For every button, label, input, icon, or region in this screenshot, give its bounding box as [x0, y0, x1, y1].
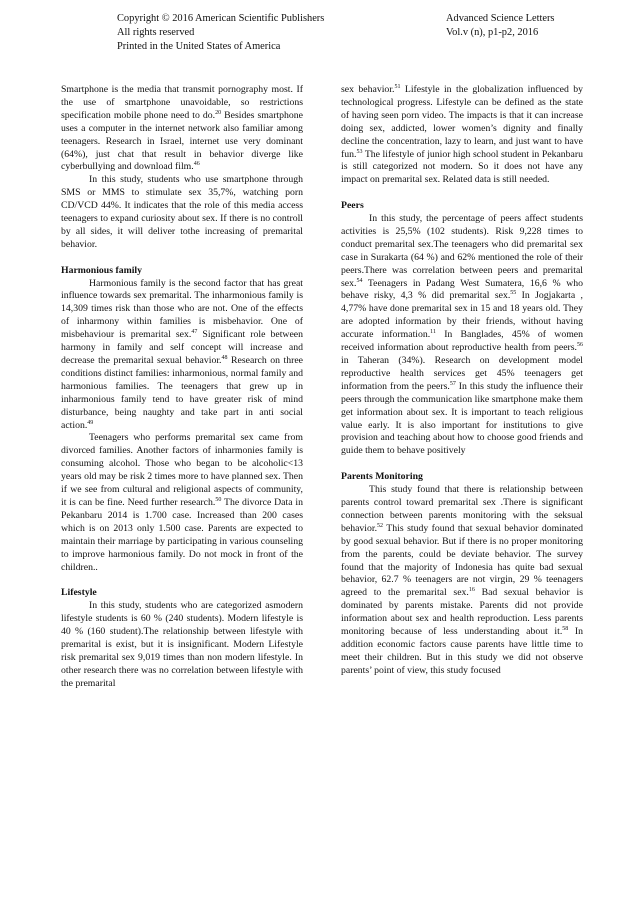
- citation: 51: [394, 84, 401, 90]
- left-column: [61, 84, 303, 691]
- citation: 55: [510, 290, 517, 297]
- citation: 56: [577, 342, 583, 349]
- citation: 47: [191, 329, 198, 336]
- paragraph-lifestyle: In this study, students who are categorized asmodern lifestyle students is 60 % (240 students). Modern lifestyle is 40 % (160 student).The relationship between lifestyle with premarital is exist, but it is insignificant. Modern Lifestyle risk premarital sex 9,019 times than non modern lifestyle. In other research there was no correlation between lifestyle with the premarital: [61, 600, 303, 689]
- section-heading-harmonious-family: Harmonious family: [61, 264, 142, 276]
- citation: 53: [356, 148, 363, 155]
- page-header: [0, 12, 638, 86]
- rights-line: All rights reserved: [117, 27, 195, 38]
- journal-name: Advanced Science Letters: [446, 13, 555, 24]
- citation: 46: [193, 161, 200, 168]
- citation: 58: [562, 626, 569, 633]
- copyright-line: Copyright © 2016 American Scientific Publishers: [117, 13, 325, 24]
- right-column: [341, 84, 583, 678]
- citation: 16: [468, 587, 475, 594]
- citation: 11: [430, 329, 436, 336]
- citation: 50: [215, 496, 222, 503]
- paragraph-divorced-families: Teenagers who performs premarital sex came from divorced families. Another factors of inharmonies family is consuming alcohol. Those who began to be alcoholic<13 years old may be risk 2 times more to have planned sex. Then if we see from cultural and religional aspects of community, it is can be fine. Need further research.$^{50}$ The divorce Data in Pekanbaru 2014 is 1.700 case. Increased than 200 cases which is on 2013 only 1.500 case. Parents are expected to maintain their marriage by participating in various counseling to improve harmonious family. Do not mock in front of the children..: [61, 432, 303, 573]
- paragraph-parents-monitoring: This study found that there is relationship between parents control toward premarital sex .There is significant connection between parents monitoring with the seksual behavior.$^{52}$ This study found that sexual behavior dominated by good sexual behavior. But if there is no proper monitoring from the parents, could be deviate behavior. The survey found that the majority of Indonesia has quite bad sexual behavior, 62.7 % teenagers are not virgin, 29 % teenagers agreed to the premarital sex.$^{16}$ Bad sexual behavior is dominated by parents mistake. Parents did not provide information about sex and health reproduction. Less parents monitoring because of less understanding about it.$^{58}$ In addition economic factors cause parents have little time to meet their children. But in this study we did not observe parents’ point of view, this study focused: [341, 484, 583, 676]
- header-left: [117, 12, 324, 54]
- header-right: [446, 12, 554, 40]
- citation: 54: [356, 277, 363, 284]
- section-heading-parents-monitoring: Parents Monitoring: [341, 471, 423, 483]
- section-heading-lifestyle: Lifestyle: [61, 587, 97, 599]
- citation: 20: [215, 109, 222, 116]
- citation: 49: [87, 419, 94, 426]
- citation: 57: [449, 380, 456, 387]
- paragraph-peers: In this study, the percentage of peers affect students activities is 25,5% (102 students). Risk 9,228 times to conduct premarital sex.The teenagers who did premarital sex case in Surakarta (64 %) and 62% mentioned the role of their peers.There was correlation between peers and premarital sex.$^{54}$ Teenagers in Padang West Sumatera, 16,6 % who behave risky, 4,3 % did premarital sex.$^{55}$ In Jogjakarta , 4,77% have done premarital sex in 15 and 18 years old. They are adopted information by their friends, without having accurate information.$^{11}$ In Banglades, 45% of women received information about reproductive health from peers.$^{56}$ in Taheran (34%). Research on development model reproductive health services get 45% teenagers get information from the peers.$^{57}$ In this study the influence their peers through the communication like smartphone make them get information about sex. It is important to teach religious value early. It is also important for institutions to give provision and teaching about how to choose good friends and guide them to behave positively: [341, 213, 584, 457]
- paragraph-lifestyle-cont: sex behavior.$^{51}$ Lifestyle in the globalization influenced by technological progress. Lifestyle can be defined as the state of having seen porn video. The impacts is that it can increase doing sex, addicted, lower women’s dignity and finally decline the concentration, lazy to learn, and just want to have fun.$^{53}$ The lifestyle of junior high school student in Pekanbaru is still categorized not modern. So it does not have any impact on premarital sex. Related data is still needed.: [341, 84, 583, 186]
- section-heading-peers: Peers: [341, 200, 364, 212]
- paragraph-harmonious-family: Harmonious family is the second factor that has great influence towards sex premarital. The inharmonious family is 14,309 times risk than those who are not. One of the effects of inharmony within families is misbehavior. One of misbehaviour is premarital sex.$^{47}$ Significant role between harmony in family and self concept will increase and decrease the premarital sexual behavior.$^{48}$ Research on three conditions distinct families: inharmonious, normal family and harmonious families. The teenagers that grew up in inharmonious family tend to have greater risk of mind disturbance, being naughty and take part in anti social action.$^{49}$: [61, 277, 303, 431]
- citation: 48: [221, 355, 228, 362]
- paragraph-media-study: In this study, students who use smartphone through SMS or MMS to stimulate sex 35,7%, watching porn CD/VCD 44%. It indicates that the role of this media access teenagers to expand curiosity about sex. If there is no controll by all sides, it will deliver tothe increasing of premarital behavior.: [61, 174, 303, 250]
- volume-info: Vol.v (n), p1-p2, 2016: [446, 27, 539, 38]
- citation: 52: [377, 522, 384, 529]
- paragraph-smartphone: Smartphone is the media that transmit pornography most. If the use of smartphone unavoidable, so restrictions specification mobile phone need to do.$^{20}$ Besides smartphone uses a computer in the internet network also familiar among teenagers. Research in Israel, internet use very dominant (64%), just chat that result in behavior diverge like cyberbullying and download film.$^{46}$: [61, 84, 303, 173]
- printed-line: Printed in the United States of America: [117, 41, 281, 52]
